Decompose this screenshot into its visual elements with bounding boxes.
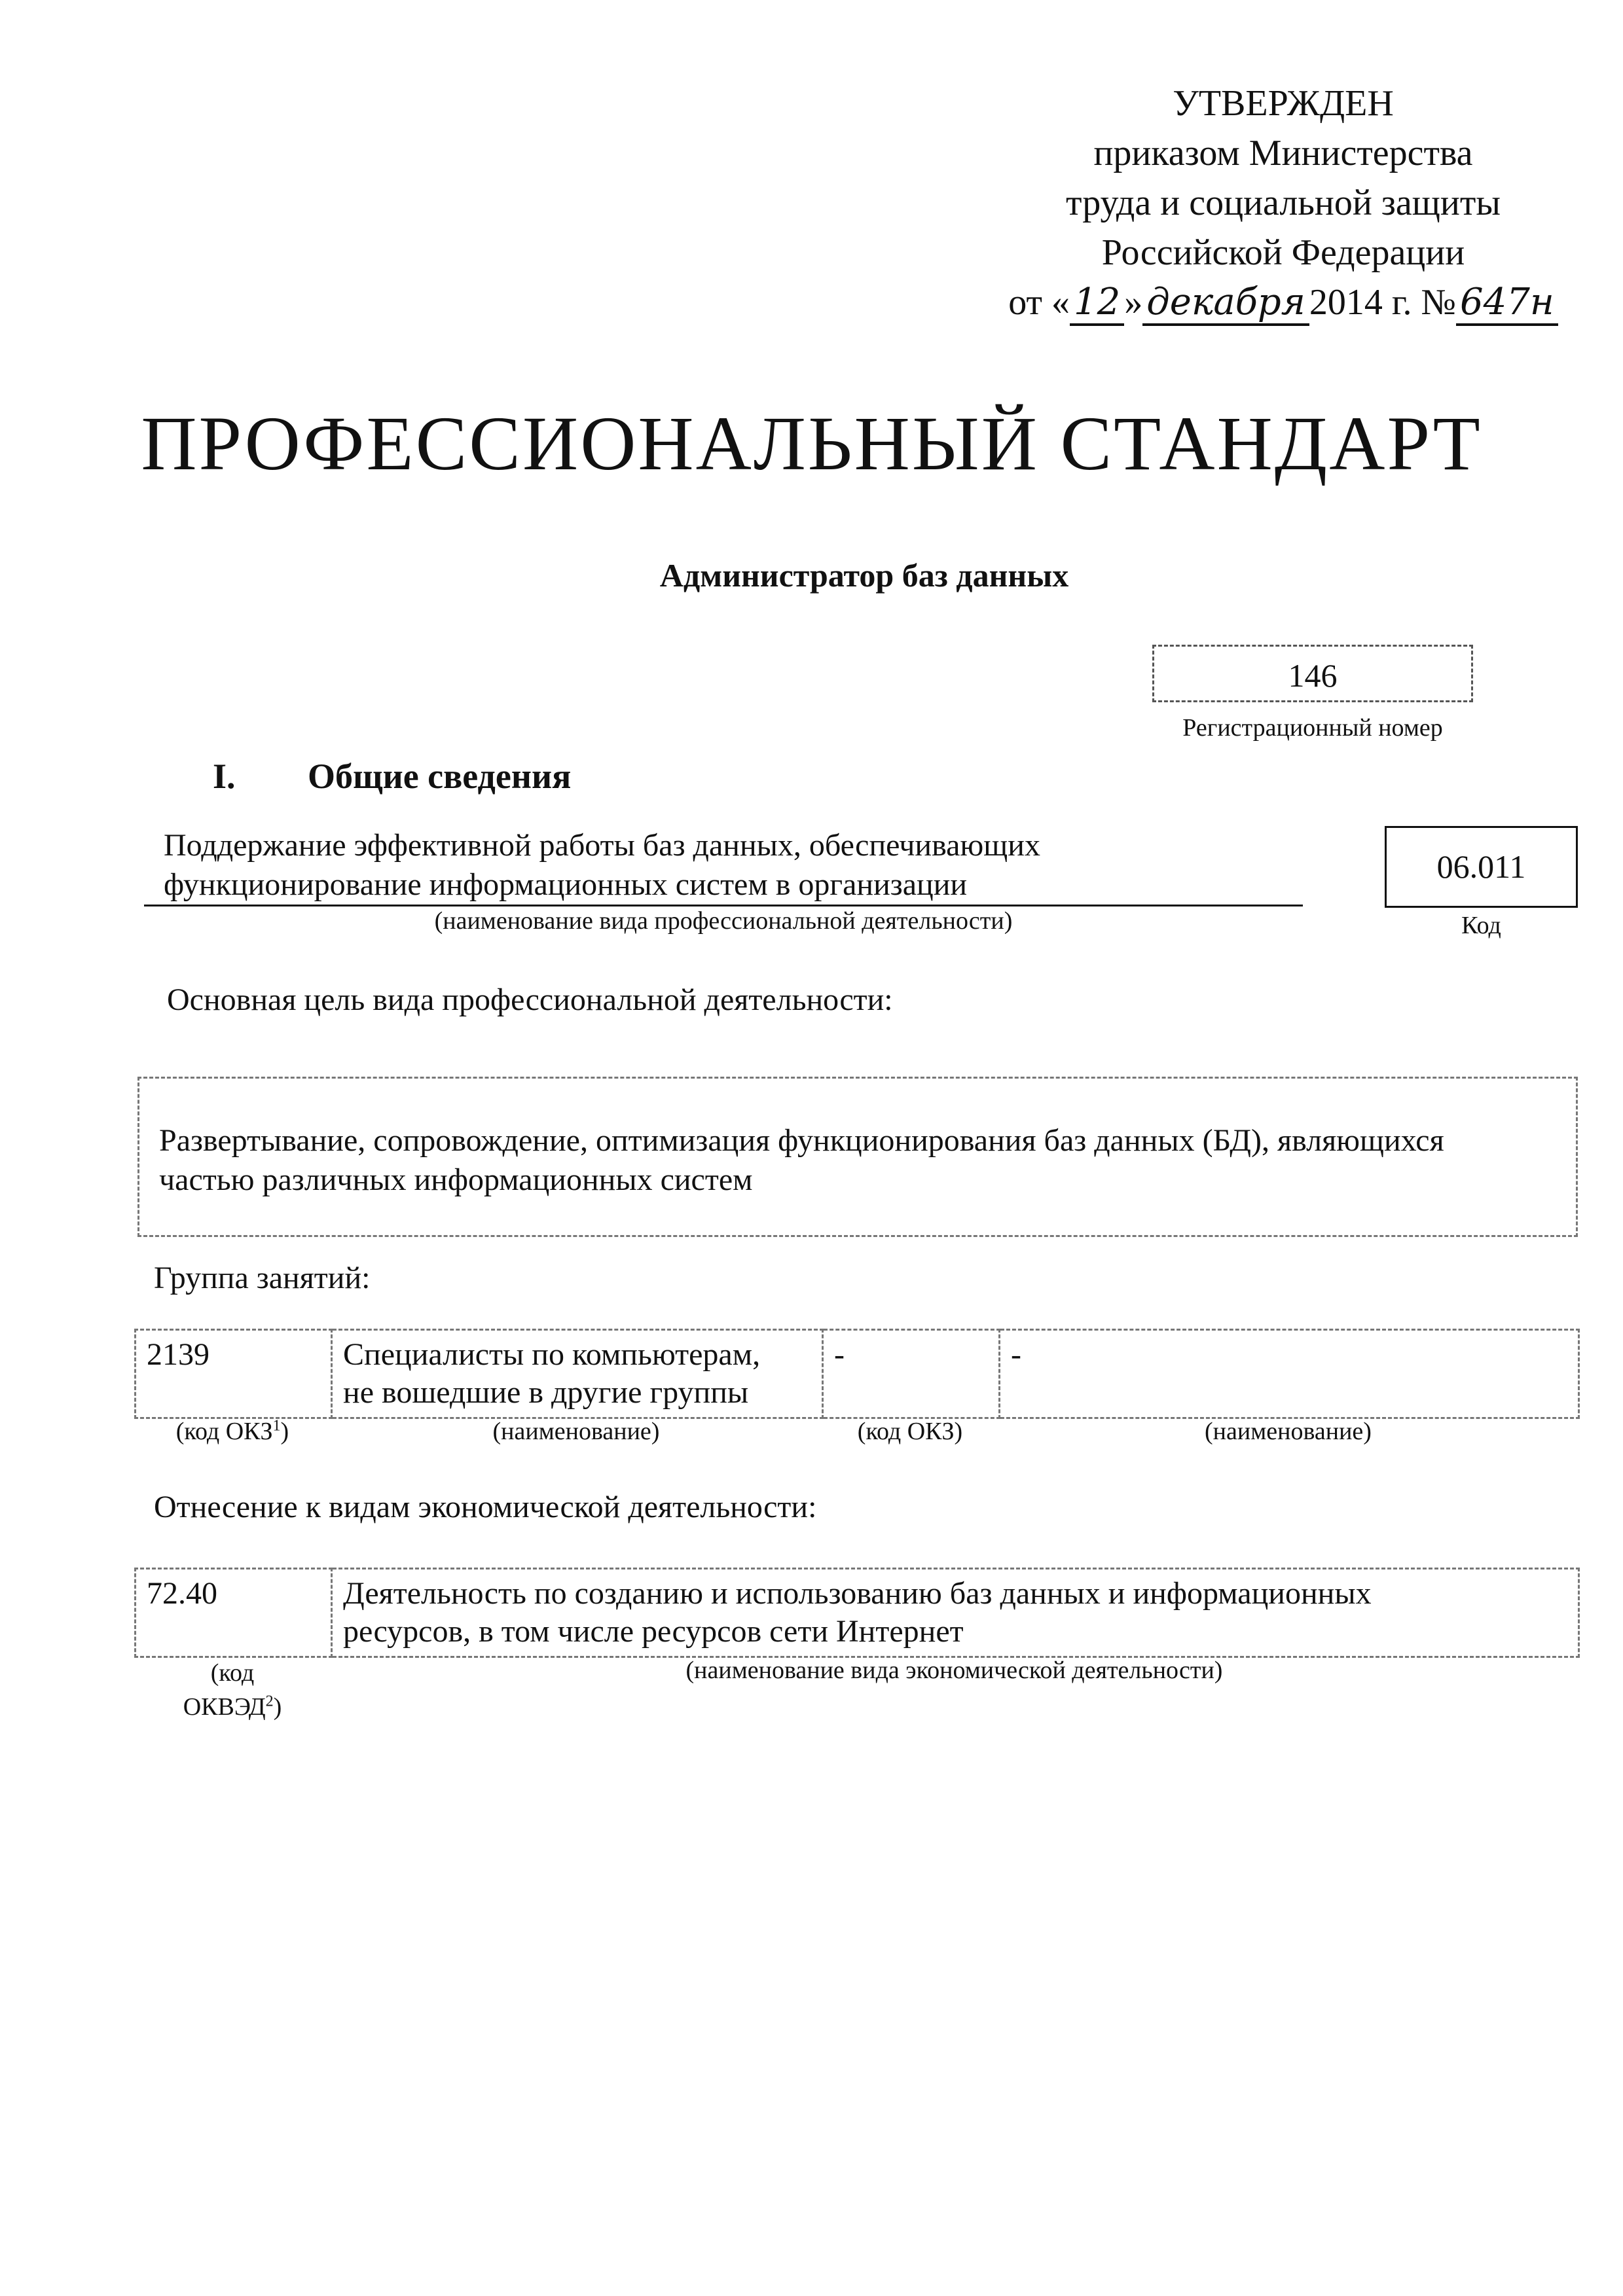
approval-line: УТВЕРЖДЕН <box>1173 83 1394 124</box>
okz-name-cell: - <box>1000 1330 1579 1418</box>
okved-name-caption: (наименование вида экономической деятельности) <box>685 1657 1223 1684</box>
handwritten-number: 647н <box>1456 281 1558 326</box>
activity-name: Поддержание эффективной работы баз данных, обеспечивающих функционирование информационных систем в организации <box>144 826 1303 906</box>
activity-code-box: 06.011 <box>1385 826 1578 908</box>
registration-number-box: 146 <box>1152 645 1473 702</box>
occupation-group-table <box>134 1329 1580 1419</box>
okved-name-cell: Деятельность по созданию и использованию баз данных и информационных ресурсов, в том числе ресурсов сети Интернет <box>332 1569 1579 1657</box>
approval-block <box>969 79 1597 327</box>
okz-code-cell: - <box>823 1330 1000 1418</box>
handwritten-day: 12 <box>1070 281 1124 326</box>
registration-number-label: Регистрационный номер <box>1182 714 1443 742</box>
activity-code-label: Код <box>1461 912 1501 939</box>
okz-code-caption: (код ОКЗ$^1$) <box>175 1417 289 1445</box>
goal-label: Основная цель вида профессиональной деятельности: <box>167 982 893 1017</box>
table-row <box>136 1569 1579 1657</box>
document-subtitle: Администратор баз данных <box>659 557 1069 594</box>
approval-line: Российской Федерации <box>1101 232 1465 273</box>
table-row <box>136 1330 1579 1418</box>
okz-name-caption-2: (наименование) <box>1205 1418 1372 1445</box>
handwritten-month: декабря <box>1142 281 1309 326</box>
section-number: I. <box>213 757 236 796</box>
goal-box: Развертывание, сопровождение, оптимизация функционирования баз данных (БД), являющихся частью различных информационных систем <box>137 1077 1578 1237</box>
document-title: ПРОФЕССИОНАЛЬНЫЙ СТАНДАРТ <box>141 401 1482 486</box>
activity-caption: (наименование вида профессиональной деятельности) <box>434 907 1013 935</box>
occupation-group-label: Группа занятий: <box>154 1261 371 1295</box>
okz-code-caption-2: (код ОКЗ) <box>857 1418 963 1445</box>
okz-code-cell: 2139 <box>136 1330 332 1418</box>
approval-date-line: от « 12 » декабря 2014 г. № 647н <box>969 278 1597 327</box>
section-title: Общие сведения <box>308 757 572 796</box>
okz-name-caption: (наименование) <box>492 1418 660 1445</box>
approval-line: приказом Министерства <box>1093 133 1473 173</box>
approval-line: труда и социальной защиты <box>1066 183 1501 223</box>
economic-activity-table <box>134 1568 1580 1658</box>
okved-code-caption: (код ОКВЭД$^2$) <box>183 1659 282 1721</box>
okved-code-cell: 72.40 <box>136 1569 332 1657</box>
economic-activity-label: Отнесение к видам экономической деятельности: <box>154 1490 817 1524</box>
okz-name-cell: Специалисты по компьютерам, не вошедшие в другие группы <box>332 1330 823 1418</box>
